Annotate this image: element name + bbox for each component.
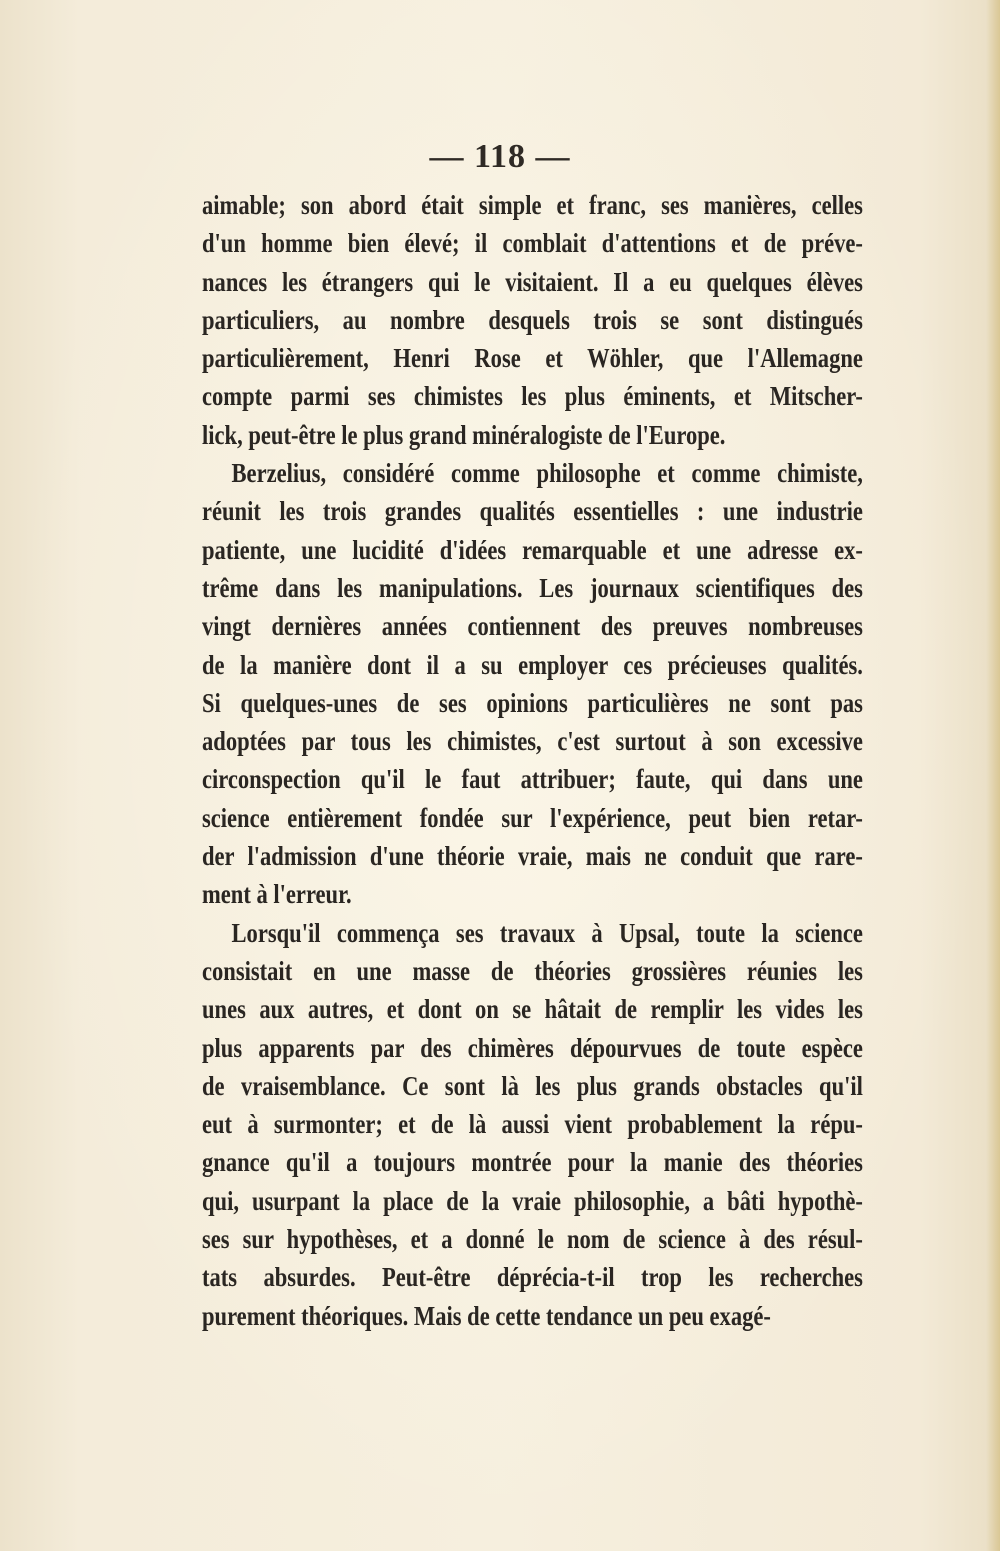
text-line: consistait en une masse de théories grossières réunies les (202, 954, 863, 986)
text-line: trême dans les manipulations. Les journaux scientifiques des (202, 571, 863, 603)
text-line: Si quelques-unes de ses opinions particulières ne sont pas (202, 686, 863, 718)
text-line: compte parmi ses chimistes les plus éminents, et Mitscher- (202, 380, 863, 412)
body-text (202, 186, 863, 1335)
text-line: particulièrement, Henri Rose et Wöhler, que l'Allemagne (202, 342, 863, 374)
page-number-text: — 118 — (429, 138, 571, 175)
page-number (0, 138, 1000, 176)
page-edge (986, 0, 1000, 1551)
text-line: patiente, une lucidité d'idées remarquable et une adresse ex- (202, 533, 863, 565)
text-line: d'un homme bien élevé; il comblait d'attentions et de préve- (202, 227, 863, 259)
paragraph (202, 914, 863, 1335)
text-line: ment à l'erreur. (202, 878, 352, 910)
text-line: vingt dernières années contiennent des preuves nombreuses (202, 610, 863, 642)
text-line: qui, usurpant la place de la vraie philosophie, a bâti hypothè- (202, 1184, 863, 1216)
text-line: purement théoriques. Mais de cette tendance un peu exagé- (202, 1299, 771, 1331)
text-line: der l'admission d'une théorie vraie, mais ne conduit que rare- (202, 840, 863, 872)
text-line: nances les étrangers qui le visitaient. Il a eu quelques élèves (202, 265, 863, 297)
paragraph (202, 454, 863, 914)
text-line: circonspection qu'il le faut attribuer; faute, qui dans une (202, 763, 863, 795)
text-line: tats absurdes. Peut-être déprécia-t-il trop les recherches (202, 1261, 863, 1293)
text-line: unes aux autres, et dont on se hâtait de remplir les vides les (202, 993, 863, 1025)
paragraph (202, 186, 863, 454)
text-line: plus apparents par des chimères dépourvues de toute espèce (202, 1031, 863, 1063)
text-line: de vraisemblance. Ce sont là les plus grands obstacles qu'il (202, 1069, 863, 1101)
text-line: aimable; son abord était simple et franc, ses manières, celles (202, 189, 863, 220)
text-line: eut à surmonter; et de là aussi vient probablement la répu- (202, 1108, 863, 1140)
text-line: ses sur hypothèses, et a donné le nom de science à des résul- (202, 1223, 863, 1255)
text-line: de la manière dont il a su employer ces précieuses qualités. (202, 648, 863, 680)
text-line: Berzelius, considéré comme philosophe et comme chimiste, (231, 457, 863, 489)
text-line: adoptées par tous les chimistes, c'est surtout à son excessive (202, 725, 863, 757)
text-line: gnance qu'il a toujours montrée pour la manie des théories (202, 1146, 863, 1178)
text-line: réunit les trois grandes qualités essentielles : une industrie (202, 495, 863, 527)
text-line: Lorsqu'il commença ses travaux à Upsal, toute la science (231, 916, 863, 948)
text-line: particuliers, au nombre desquels trois se sont distingués (202, 303, 863, 335)
text-line: lick, peut-être le plus grand minéralogiste de l'Europe. (202, 418, 726, 450)
text-line: science entièrement fondée sur l'expérience, peut bien retar- (202, 801, 863, 833)
